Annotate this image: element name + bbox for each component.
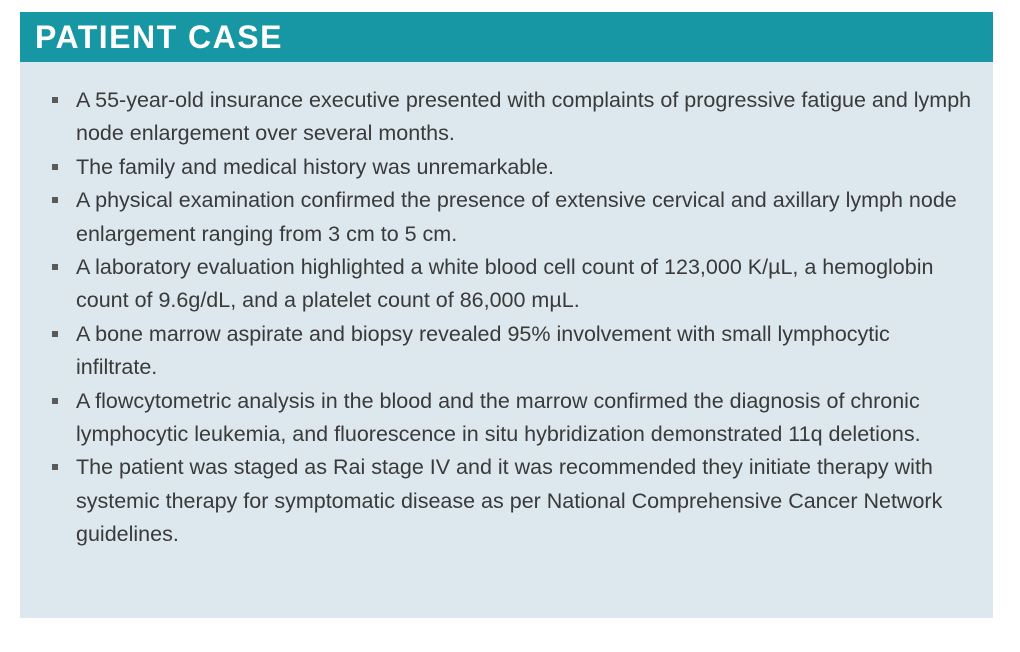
square-bullet-icon <box>52 331 58 337</box>
square-bullet-icon <box>52 197 58 203</box>
case-item <box>76 84 973 151</box>
square-bullet-icon <box>52 264 58 270</box>
case-item-text: A 55-year-old insurance executive presented with complaints of progressive fatigue and lymph node enlargement over several months. <box>76 88 972 146</box>
case-item-text: A flowcytometric analysis in the blood and the marrow confirmed the diagnosis of chronic lymphocytic leukemia, and fluorescence in situ hybridization demonstrated 11q deletions. <box>76 388 921 447</box>
case-item-text: A bone marrow aspirate and biopsy revealed 95% involvement with small lymphocytic infiltrate. <box>76 321 890 380</box>
square-bullet-icon <box>52 164 58 170</box>
case-item <box>76 385 973 452</box>
case-item-text: The family and medical history was unremarkable. <box>76 154 554 179</box>
case-item <box>76 318 973 385</box>
case-header <box>20 12 993 62</box>
case-item-text: The patient was staged as Rai stage IV and it was recommended they initiate therapy with systemic therapy for symptomatic disease as per National Comprehensive Cancer Network guidelines. <box>76 455 943 547</box>
case-item <box>76 151 973 184</box>
square-bullet-icon <box>52 398 58 404</box>
case-title: PATIENT CASE <box>35 19 283 55</box>
square-bullet-icon <box>52 464 58 470</box>
case-item-text: A physical examination confirmed the presence of extensive cervical and axillary lymph node enlargement ranging from 3 cm to 5 cm. <box>76 188 957 246</box>
patient-case-box <box>20 12 993 618</box>
case-item <box>76 451 973 551</box>
case-item <box>76 251 973 318</box>
case-item-text: A laboratory evaluation highlighted a white blood cell count of 123,000 K/µL, a hemoglobin count of 9.6g/dL, and a platelet count of 86,000 mµL. <box>76 255 934 313</box>
case-bullet-list <box>20 62 993 552</box>
case-item <box>76 184 973 251</box>
square-bullet-icon <box>52 97 58 103</box>
